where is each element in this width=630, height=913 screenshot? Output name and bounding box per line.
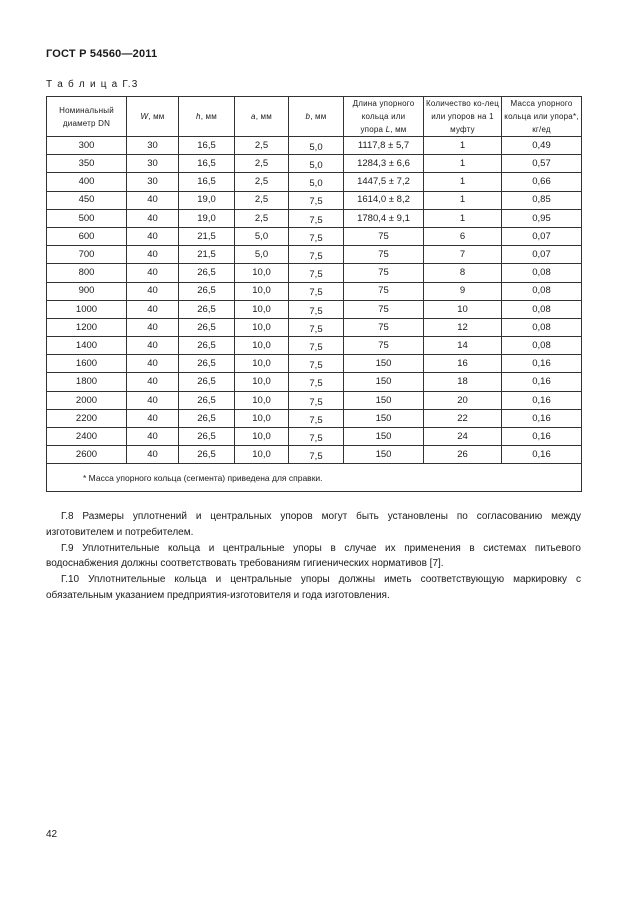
header-a xyxy=(235,97,289,137)
cell-length: 75 xyxy=(344,318,424,336)
document-code: ГОСТ Р 54560—2011 xyxy=(46,48,158,60)
header-length xyxy=(344,97,424,137)
cell-a: 2,5 xyxy=(235,173,289,191)
cell-b: 7,5 xyxy=(289,391,344,409)
header-count: Количество ко-лец или упоров на 1 муфту xyxy=(424,97,502,137)
header-b-symbol: b xyxy=(305,111,311,121)
cell-mass: 0,08 xyxy=(502,264,582,282)
cell-dn: 450 xyxy=(47,191,127,209)
cell-a: 10,0 xyxy=(235,391,289,409)
cell-dn: 350 xyxy=(47,155,127,173)
cell-b: 7,5 xyxy=(289,318,344,336)
cell-w: 30 xyxy=(127,155,179,173)
cell-w: 40 xyxy=(127,191,179,209)
table-caption: Т а б л и ц а Г.3 xyxy=(46,79,139,90)
cell-length: 1780,4 ± 9,1 xyxy=(344,209,424,227)
cell-count: 9 xyxy=(424,282,502,300)
header-b xyxy=(289,97,344,137)
cell-a: 2,5 xyxy=(235,209,289,227)
cell-dn: 700 xyxy=(47,246,127,264)
cell-length: 1284,3 ± 6,6 xyxy=(344,155,424,173)
header-a-symbol: a xyxy=(251,111,256,121)
cell-h: 26,5 xyxy=(179,300,235,318)
cell-a: 5,0 xyxy=(235,246,289,264)
cell-mass: 0,16 xyxy=(502,428,582,446)
cell-dn: 400 xyxy=(47,173,127,191)
cell-a: 2,5 xyxy=(235,191,289,209)
cell-count: 8 xyxy=(424,264,502,282)
cell-length: 1117,8 ± 5,7 xyxy=(344,137,424,155)
cell-mass: 0,08 xyxy=(502,337,582,355)
cell-h: 26,5 xyxy=(179,318,235,336)
table-row xyxy=(47,318,582,336)
header-h-unit: , мм xyxy=(200,111,217,121)
cell-a: 10,0 xyxy=(235,337,289,355)
cell-dn: 1200 xyxy=(47,318,127,336)
cell-mass: 0,49 xyxy=(502,137,582,155)
cell-count: 10 xyxy=(424,300,502,318)
cell-b: 7,5 xyxy=(289,355,344,373)
table-row xyxy=(47,300,582,318)
cell-b: 5,0 xyxy=(289,155,344,173)
cell-count: 7 xyxy=(424,246,502,264)
cell-count: 1 xyxy=(424,155,502,173)
header-length-line3-pre: упора xyxy=(360,125,386,134)
cell-a: 2,5 xyxy=(235,155,289,173)
cell-length: 75 xyxy=(344,246,424,264)
header-h-symbol: h xyxy=(196,111,201,121)
cell-length: 150 xyxy=(344,355,424,373)
cell-length: 150 xyxy=(344,446,424,464)
table-row xyxy=(47,246,582,264)
table-row xyxy=(47,137,582,155)
table-row xyxy=(47,337,582,355)
table-row xyxy=(47,155,582,173)
header-length-line2: кольца или xyxy=(361,112,406,121)
cell-a: 2,5 xyxy=(235,137,289,155)
cell-h: 19,0 xyxy=(179,191,235,209)
cell-a: 10,0 xyxy=(235,373,289,391)
table-row xyxy=(47,355,582,373)
cell-a: 10,0 xyxy=(235,282,289,300)
cell-h: 26,5 xyxy=(179,373,235,391)
cell-count: 1 xyxy=(424,209,502,227)
table-row xyxy=(47,446,582,464)
cell-b: 7,5 xyxy=(289,246,344,264)
cell-h: 26,5 xyxy=(179,282,235,300)
cell-w: 40 xyxy=(127,373,179,391)
cell-dn: 1400 xyxy=(47,337,127,355)
cell-a: 10,0 xyxy=(235,446,289,464)
cell-w: 30 xyxy=(127,173,179,191)
cell-count: 26 xyxy=(424,446,502,464)
cell-mass: 0,07 xyxy=(502,227,582,245)
cell-h: 26,5 xyxy=(179,391,235,409)
cell-w: 40 xyxy=(127,264,179,282)
header-w-unit: , мм xyxy=(148,111,165,121)
cell-h: 26,5 xyxy=(179,264,235,282)
cell-w: 40 xyxy=(127,428,179,446)
cell-b: 7,5 xyxy=(289,373,344,391)
cell-mass: 0,08 xyxy=(502,300,582,318)
table-row xyxy=(47,173,582,191)
header-a-unit: , мм xyxy=(255,111,272,121)
cell-mass: 0,16 xyxy=(502,373,582,391)
cell-count: 24 xyxy=(424,428,502,446)
cell-h: 26,5 xyxy=(179,337,235,355)
header-w xyxy=(127,97,179,137)
table-header-row xyxy=(47,97,582,137)
cell-w: 30 xyxy=(127,137,179,155)
cell-dn: 2400 xyxy=(47,428,127,446)
cell-count: 12 xyxy=(424,318,502,336)
cell-a: 10,0 xyxy=(235,264,289,282)
cell-b: 5,0 xyxy=(289,173,344,191)
cell-b: 7,5 xyxy=(289,428,344,446)
cell-dn: 500 xyxy=(47,209,127,227)
cell-b: 7,5 xyxy=(289,282,344,300)
cell-w: 40 xyxy=(127,318,179,336)
cell-mass: 0,07 xyxy=(502,246,582,264)
page-number: 42 xyxy=(46,829,58,840)
cell-length: 1447,5 ± 7,2 xyxy=(344,173,424,191)
cell-count: 20 xyxy=(424,391,502,409)
cell-b: 7,5 xyxy=(289,264,344,282)
cell-length: 150 xyxy=(344,373,424,391)
header-length-symbol: L xyxy=(385,125,391,134)
cell-mass: 0,66 xyxy=(502,173,582,191)
cell-a: 10,0 xyxy=(235,318,289,336)
cell-h: 16,5 xyxy=(179,173,235,191)
cell-count: 22 xyxy=(424,409,502,427)
cell-h: 16,5 xyxy=(179,155,235,173)
cell-count: 14 xyxy=(424,337,502,355)
cell-a: 10,0 xyxy=(235,355,289,373)
paragraph-g8: Г.8 Размеры уплотнений и центральных упоров могут быть установлены по согласованию между изготовителем и потребителем. xyxy=(46,511,581,538)
cell-a: 10,0 xyxy=(235,409,289,427)
cell-b: 7,5 xyxy=(289,300,344,318)
cell-dn: 1000 xyxy=(47,300,127,318)
cell-length: 1614,0 ± 8,2 xyxy=(344,191,424,209)
paragraph-g10: Г.10 Уплотнительные кольца и центральные упоры должны иметь соответствующую маркировку с обязательным указанием предприятия-изготовителя и года изготовления. xyxy=(46,574,581,601)
cell-count: 1 xyxy=(424,191,502,209)
cell-w: 40 xyxy=(127,300,179,318)
cell-mass: 0,57 xyxy=(502,155,582,173)
header-length-line3-post: , мм xyxy=(390,125,407,134)
header-b-unit: , мм xyxy=(310,111,327,121)
cell-b: 7,5 xyxy=(289,409,344,427)
cell-dn: 900 xyxy=(47,282,127,300)
header-h xyxy=(179,97,235,137)
cell-length: 150 xyxy=(344,409,424,427)
cell-w: 40 xyxy=(127,391,179,409)
cell-length: 75 xyxy=(344,227,424,245)
cell-h: 26,5 xyxy=(179,355,235,373)
cell-dn: 1800 xyxy=(47,373,127,391)
cell-a: 10,0 xyxy=(235,428,289,446)
footnote-row xyxy=(47,464,582,492)
cell-mass: 0,16 xyxy=(502,409,582,427)
header-length-line1: Длина упорного xyxy=(352,99,415,108)
cell-w: 40 xyxy=(127,246,179,264)
cell-b: 7,5 xyxy=(289,209,344,227)
cell-mass: 0,08 xyxy=(502,318,582,336)
cell-w: 40 xyxy=(127,446,179,464)
cell-h: 21,5 xyxy=(179,246,235,264)
cell-length: 75 xyxy=(344,337,424,355)
cell-dn: 2000 xyxy=(47,391,127,409)
header-dn: Номинальный диаметр DN xyxy=(47,97,127,137)
cell-w: 40 xyxy=(127,355,179,373)
cell-h: 26,5 xyxy=(179,446,235,464)
cell-mass: 0,16 xyxy=(502,355,582,373)
table-row xyxy=(47,373,582,391)
cell-mass: 0,95 xyxy=(502,209,582,227)
cell-mass: 0,16 xyxy=(502,391,582,409)
cell-mass: 0,08 xyxy=(502,282,582,300)
cell-dn: 1600 xyxy=(47,355,127,373)
table-row xyxy=(47,428,582,446)
cell-length: 150 xyxy=(344,391,424,409)
cell-h: 19,0 xyxy=(179,209,235,227)
table-row xyxy=(47,191,582,209)
cell-b: 7,5 xyxy=(289,337,344,355)
cell-w: 40 xyxy=(127,209,179,227)
cell-dn: 600 xyxy=(47,227,127,245)
cell-b: 5,0 xyxy=(289,137,344,155)
cell-h: 21,5 xyxy=(179,227,235,245)
paragraph-g9: Г.9 Уплотнительные кольца и центральные упоры в случае их применения в системах питьевого водоснабжения должны соответствовать требованиям гигиенических нормативов [7]. xyxy=(46,542,581,570)
table-footnote: * Масса упорного кольца (сегмента) приведена для справки. xyxy=(47,464,582,492)
cell-dn: 300 xyxy=(47,137,127,155)
cell-dn: 800 xyxy=(47,264,127,282)
body-text xyxy=(46,509,581,604)
cell-b: 7,5 xyxy=(289,227,344,245)
cell-mass: 0,16 xyxy=(502,446,582,464)
cell-length: 150 xyxy=(344,428,424,446)
cell-w: 40 xyxy=(127,227,179,245)
cell-count: 1 xyxy=(424,173,502,191)
table-row xyxy=(47,264,582,282)
cell-count: 1 xyxy=(424,137,502,155)
cell-a: 5,0 xyxy=(235,227,289,245)
cell-count: 16 xyxy=(424,355,502,373)
cell-h: 26,5 xyxy=(179,428,235,446)
cell-length: 75 xyxy=(344,300,424,318)
cell-dn: 2200 xyxy=(47,409,127,427)
table-row xyxy=(47,409,582,427)
cell-mass: 0,85 xyxy=(502,191,582,209)
cell-length: 75 xyxy=(344,282,424,300)
cell-b: 7,5 xyxy=(289,446,344,464)
cell-count: 6 xyxy=(424,227,502,245)
table-row xyxy=(47,227,582,245)
cell-h: 16,5 xyxy=(179,137,235,155)
table-body xyxy=(47,137,582,464)
cell-w: 40 xyxy=(127,409,179,427)
header-w-symbol: W xyxy=(140,111,149,121)
cell-w: 40 xyxy=(127,337,179,355)
cell-count: 18 xyxy=(424,373,502,391)
table-row xyxy=(47,209,582,227)
cell-a: 10,0 xyxy=(235,300,289,318)
specs-table xyxy=(46,96,582,492)
cell-dn: 2600 xyxy=(47,446,127,464)
table-row xyxy=(47,282,582,300)
cell-h: 26,5 xyxy=(179,409,235,427)
cell-w: 40 xyxy=(127,282,179,300)
table-row xyxy=(47,391,582,409)
cell-length: 75 xyxy=(344,264,424,282)
cell-b: 7,5 xyxy=(289,191,344,209)
header-mass: Масса упорного кольца или упора*, кг/ед xyxy=(502,97,582,137)
